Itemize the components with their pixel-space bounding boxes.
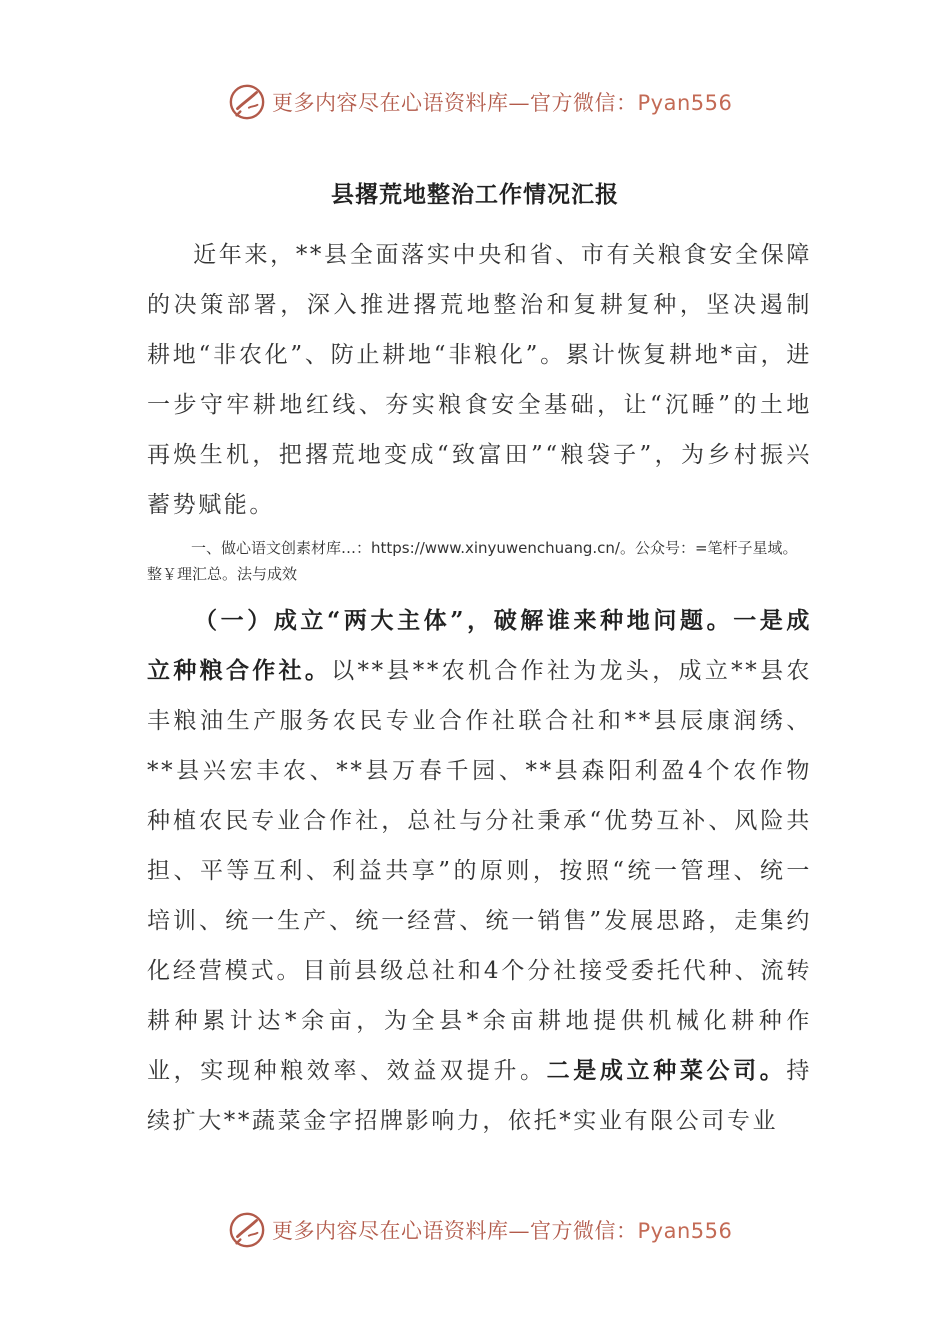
wechat-id: Pyan556: [637, 91, 733, 115]
banner-text: 更多内容尽在心语资料库—官方微信：Pyan556: [272, 91, 733, 115]
footer-watermark-banner: [228, 1210, 748, 1250]
section1-heading: （一）成立“两大主体”，破解谁来种地问题。: [193, 607, 734, 634]
wechat-id: Pyan556: [637, 1219, 733, 1243]
header-watermark-banner: [228, 82, 748, 122]
sub2-body: 持续扩大**蔬菜金字招牌影响力，依托*实业有限公司专业: [147, 1058, 813, 1134]
document-title: 县撂荒地整治工作情况汇报: [331, 181, 619, 208]
sub2-heading: 二是成立种菜公司。: [546, 1057, 787, 1084]
pen-logo-icon: [228, 1211, 266, 1249]
intro-paragraph: 近年来，**县全面落实中央和省、市有关粮食安全保障的决策部署，深入推进撂荒地整治和复耕复种，坚决遏制耕地“非农化”、防止耕地“非粮化”。累计恢复耕地*亩，进一步守牢耕地红线、夯实粮食安全基础，让“沉睡”的土地再焕生机，把撂荒地变成“致富田”“粮袋子”，为乡村振兴蓄势赋能。: [147, 242, 812, 518]
pen-logo-icon: [228, 83, 266, 121]
source-note: 一、做心语文创素材库…：https://www.xinyuwenchuang.cn/。公众号：=笔杆子星域。整￥理汇总。法与成效: [147, 539, 798, 583]
sub1-body: 以**县**农机合作社为龙头，成立**县农丰粮油生产服务农民专业合作社联合社和**县辰康润绣、**县兴宏丰农、**县万春千园、**县森阳利盈4个农作物种植农民专业合作社，总社与分社秉承“优势互补、风险共担、平等互利、利益共享”的原则，按照“统一管理、统一培训、统一生产、统一经营、统一销售”发展思路，走集约化经营模式。目前县级总社和4个分社接受委托代种、流转耕种累计达*余亩，为全县*余亩耕地提供机械化耕种作业，实现种粮效率、效益双提升。: [147, 658, 812, 1084]
section1-paragraph: [147, 596, 812, 1146]
sub1-heading: 一是成立种粮合作社。: [147, 607, 812, 684]
banner-text: 更多内容尽在心语资料库—官方微信：Pyan556: [272, 1219, 733, 1243]
